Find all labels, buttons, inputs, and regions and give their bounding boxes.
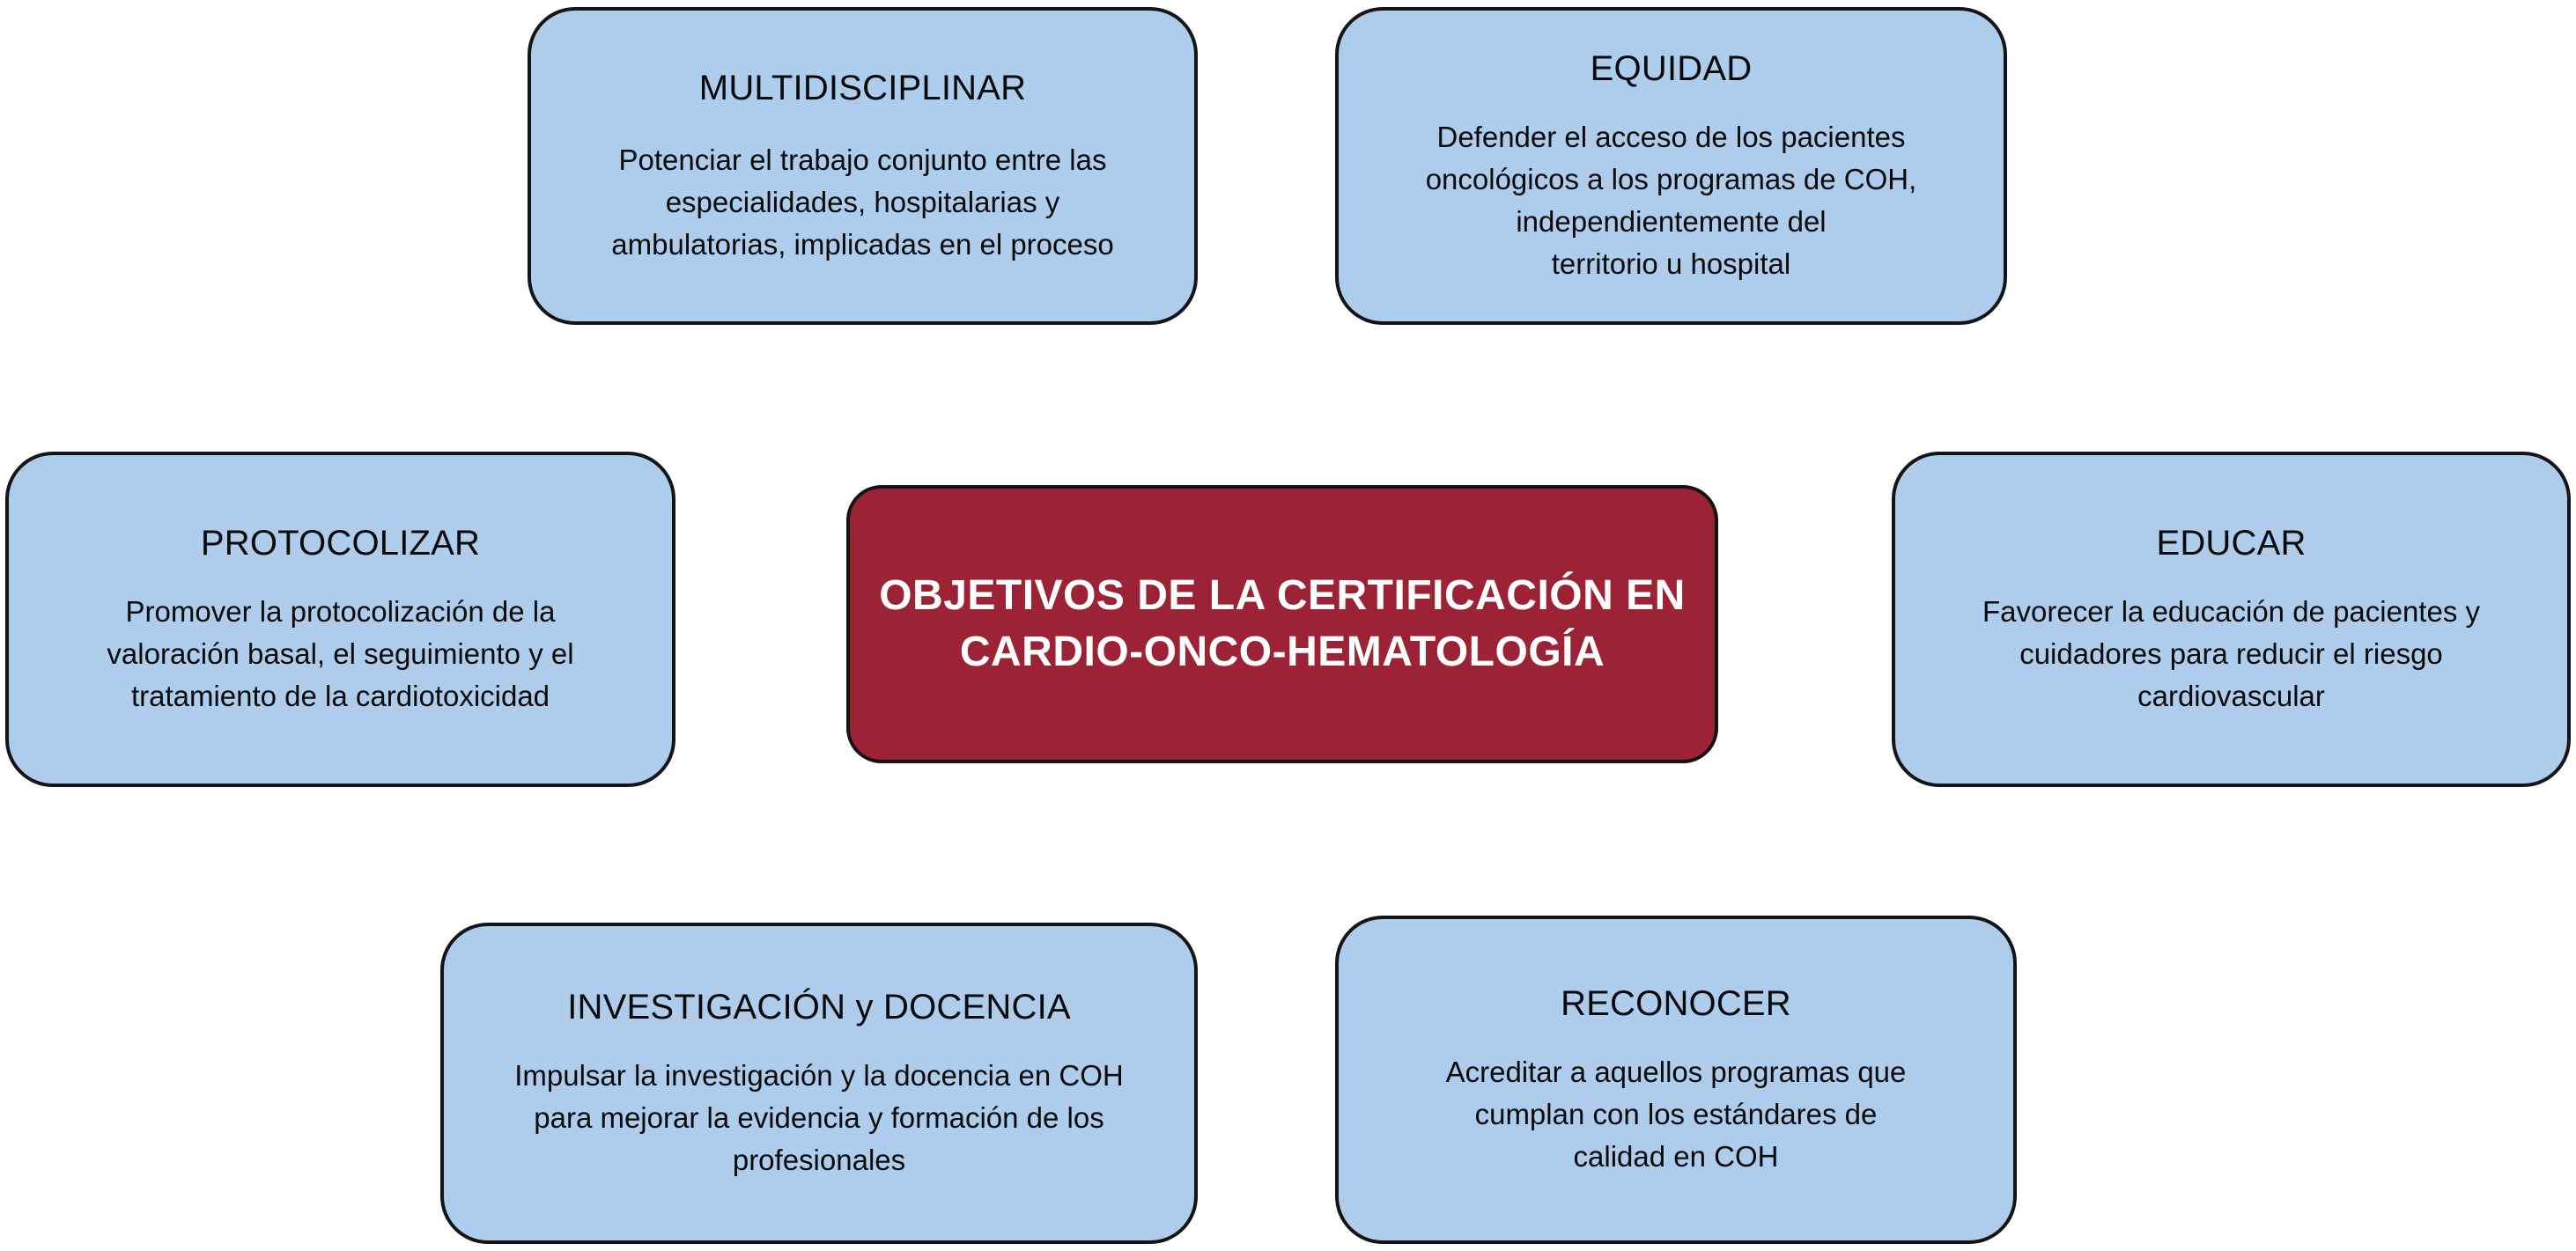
objective-description: Defender el acceso de los pacientes oncológicos a los programas de COH, independientemente del territorio u hospital — [1425, 120, 1917, 280]
objective-title: EQUIDAD — [1590, 48, 1753, 88]
objective-description: Acreditar a aquellos programas que cumplan con los estándares de calidad en COH — [1445, 1055, 1907, 1173]
central-objective-title: OBJETIVOS DE LA CERTIFICACIÓN EN CARDIO-ONCO-HEMATOLOGÍA — [879, 572, 1686, 675]
objective-title: PROTOCOLIZAR — [200, 523, 481, 563]
objective-title: INVESTIGACIÓN y DOCENCIA — [567, 987, 1071, 1027]
objective-title: MULTIDISCIPLINAR — [698, 68, 1027, 107]
objective-description: Potenciar el trabajo conjunto entre las especialidades, hospitalarias y ambulatorias, implicadas en el proceso — [611, 143, 1114, 261]
objective-box-equidad — [1335, 7, 2007, 325]
objective-title: RECONOCER — [1561, 983, 1791, 1023]
objective-box-multidisciplinar — [528, 7, 1198, 325]
objective-box-investigacion-docencia — [440, 923, 1198, 1244]
objective-description: Favorecer la educación de pacientes y cuidadores para reducir el riesgo cardiovascular — [1982, 594, 2480, 712]
objective-description: Impulsar la investigación y la docencia en COH para mejorar la evidencia y formación de los profesionales — [514, 1058, 1124, 1176]
objective-box-protocolizar — [5, 452, 675, 787]
objective-description: Promover la protocolización de la valoración basal, el seguimiento y el tratamiento de la cardiotoxicidad — [107, 594, 574, 712]
objective-box-educar — [1892, 452, 2571, 787]
objective-title: EDUCAR — [2156, 523, 2307, 563]
central-objective-box — [846, 485, 1718, 763]
objective-box-reconocer — [1335, 916, 2017, 1244]
